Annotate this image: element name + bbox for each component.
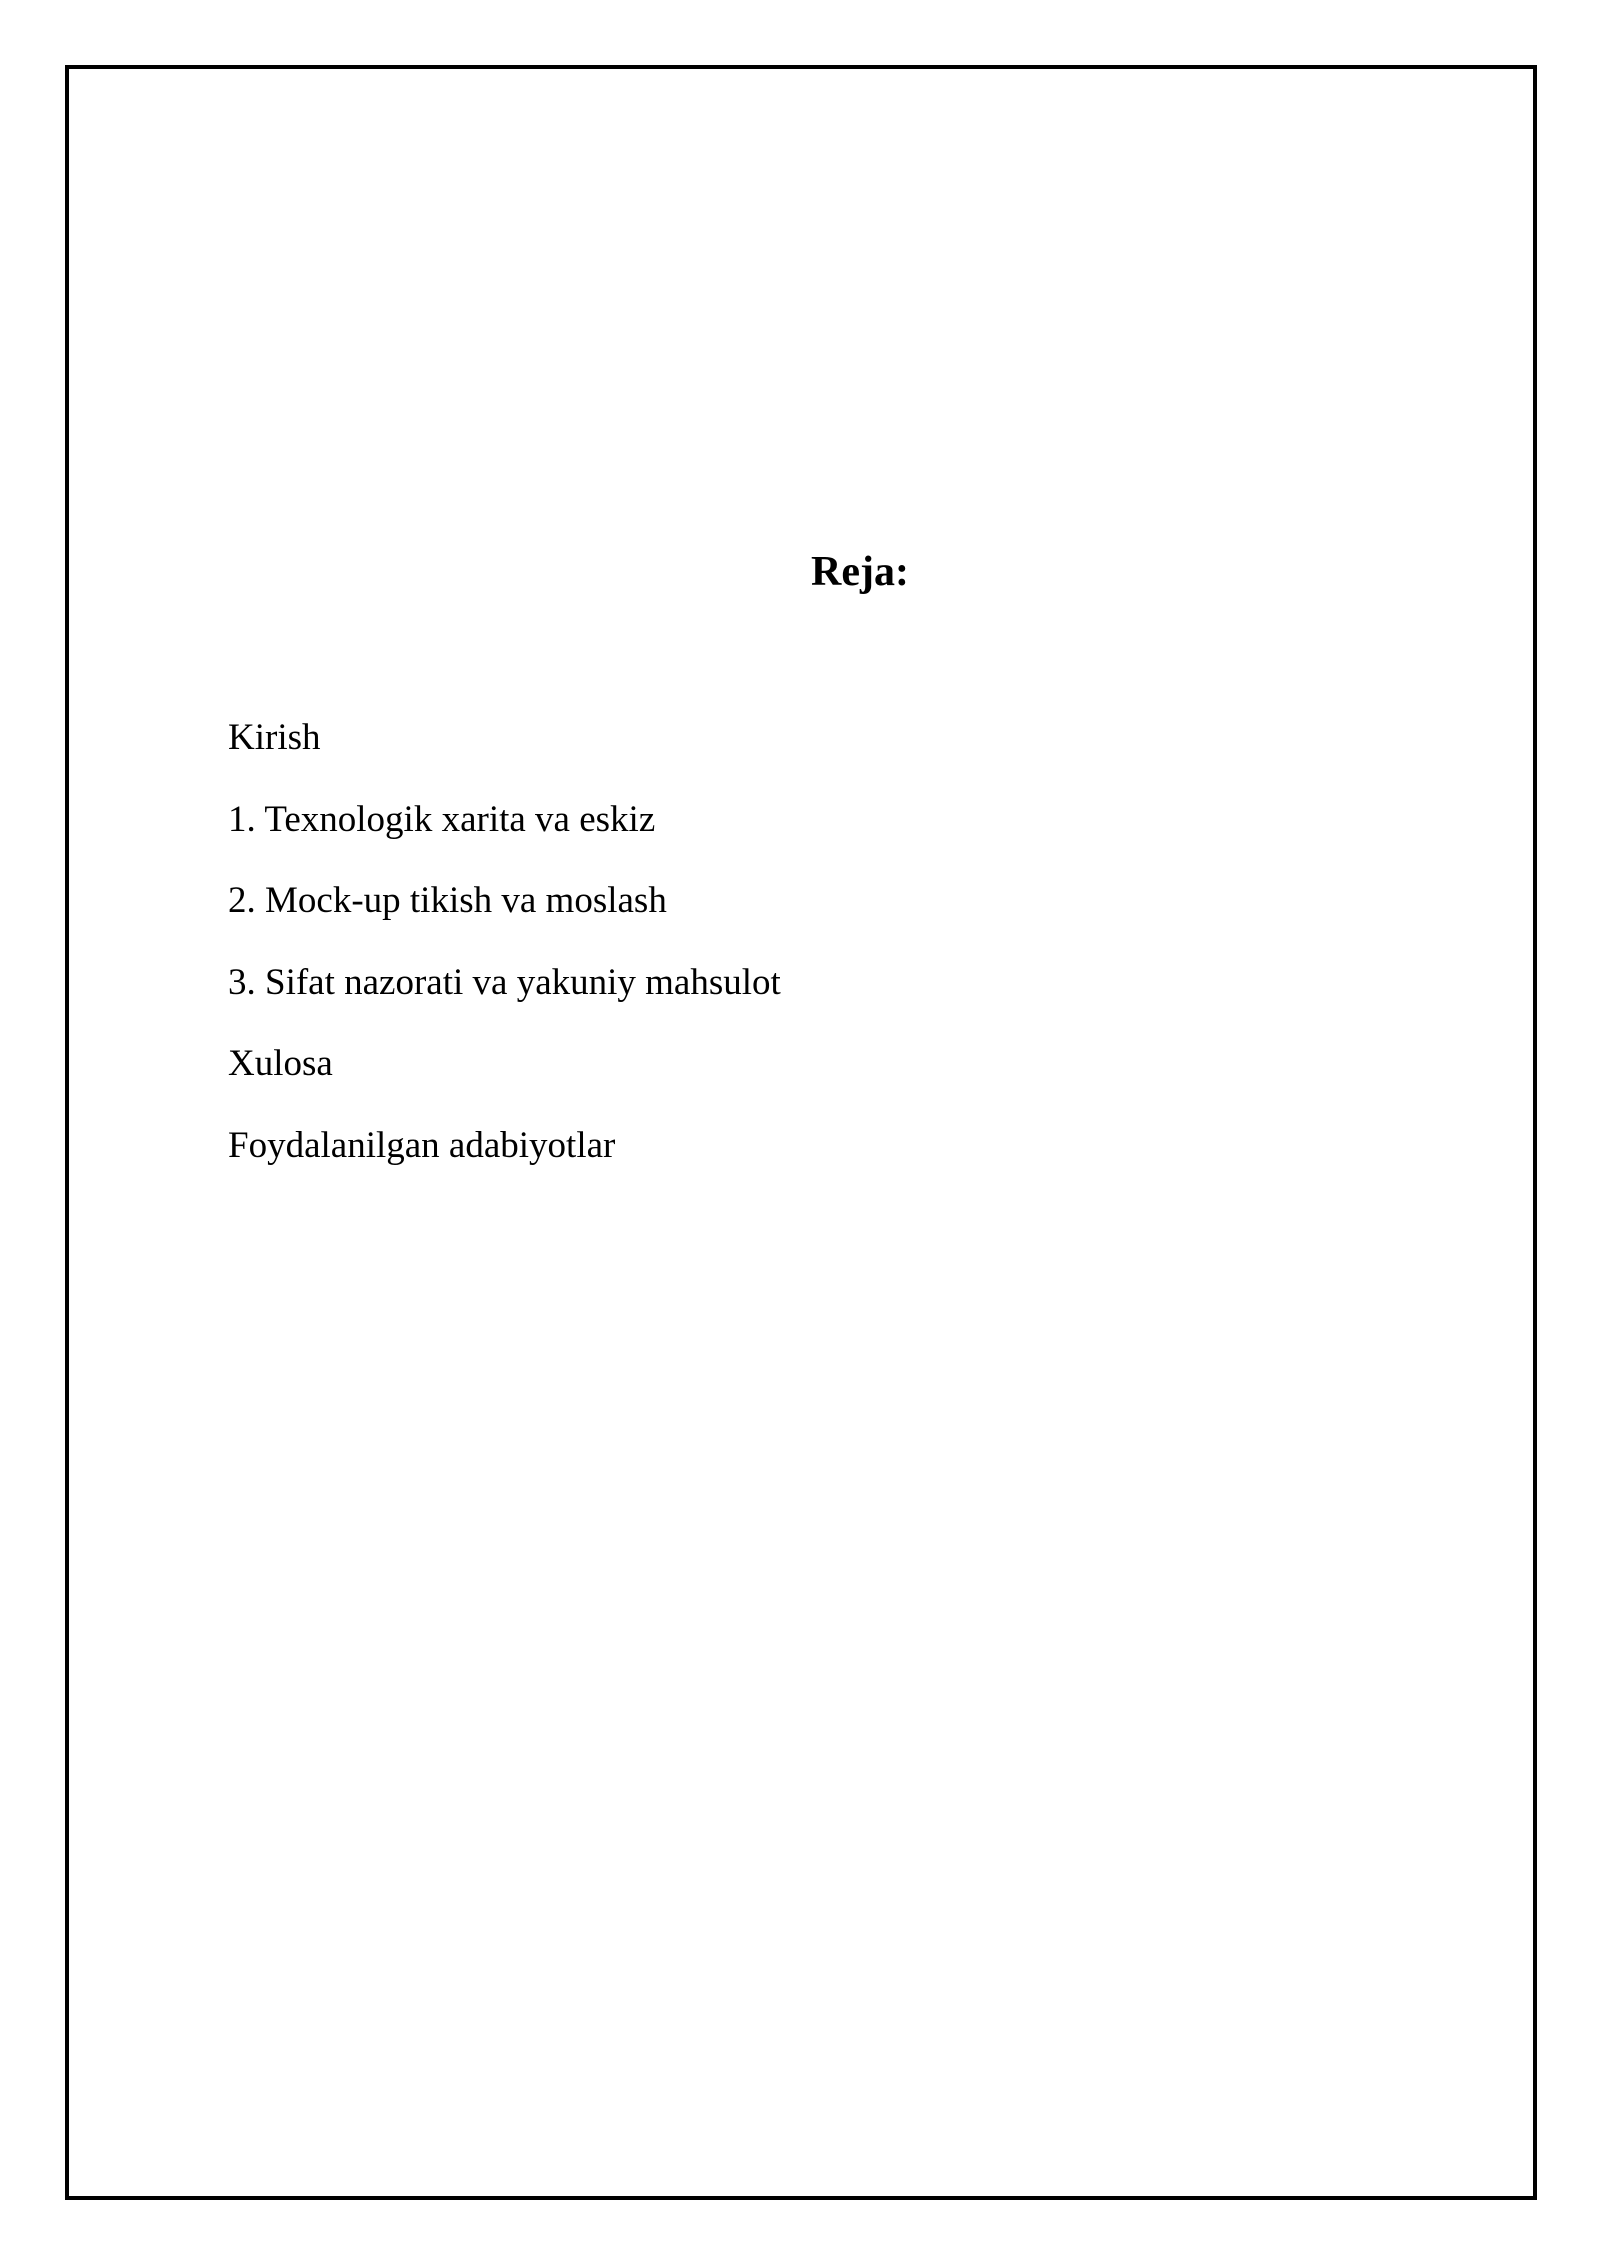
plan-list [228,697,781,1186]
plan-item-references: Foydalanilgan adabiyotlar [228,1124,616,1166]
plan-title: Reja: [811,549,909,595]
plan-item-1: 1. Texnologik xarita va eskiz [228,798,656,840]
plan-item-2: 2. Mock-up tikish va moslash [228,880,667,921]
plan-item-3: 3. Sifat nazorati va yakuniy mahsulot [228,961,781,1003]
plan-item-conclusion: Xulosa [228,1043,333,1084]
plan-item-introduction: Kirish [228,717,321,758]
